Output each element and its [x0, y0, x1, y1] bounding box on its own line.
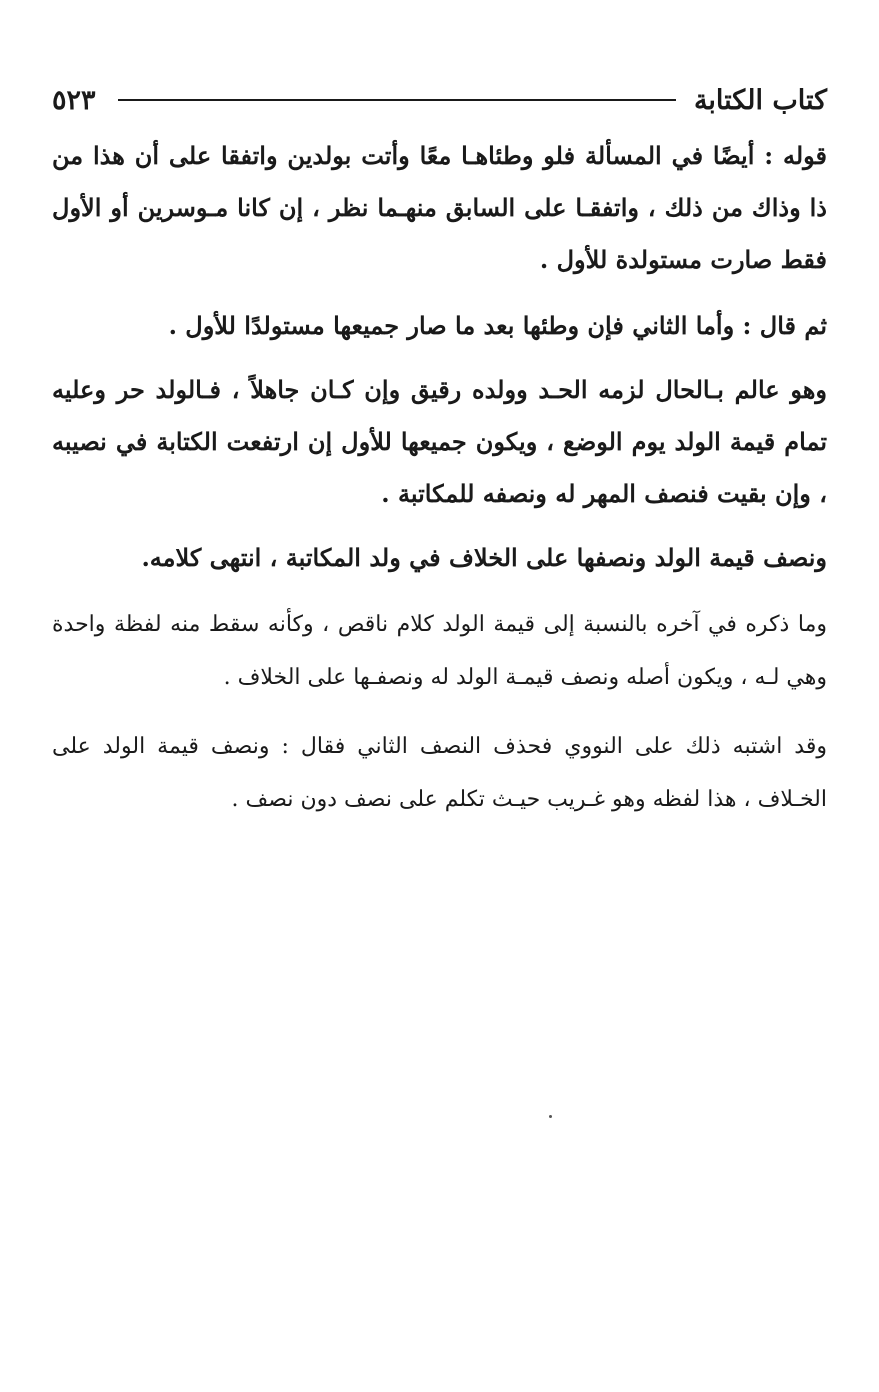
chapter-title: كتاب الكتابة	[693, 84, 827, 116]
paragraph-quote-3: وهو عالم بـالحال لزمه الحـد وولده رقيق وإن كـان جاهلاً ، فـالولد حر وعليه تمام قيمة الولد يوم الوضع ، ويكون جميعها للأول إن ارتفعت الكتابة في نصيبه ، وإن بقيت فنصف المهر له ونصفه للمكاتبة .	[52, 375, 827, 508]
page-body	[52, 78, 827, 826]
paragraph-quote-2: ثم قال : وأما الثاني فإن وطئها بعد ما صار جميعها مستولدًا للأول .	[168, 311, 827, 340]
paragraph-commentary-1: وما ذكره في آخره بالنسبة إلى قيمة الولد كلام ناقص ، وكأنه سقط منه لفظة واحدة وهي لـه ، ويكون أصله ونصف قيمـة الولد له ونصفـها على الخلاف .	[52, 612, 827, 690]
page-number: ٥٢٣	[52, 84, 96, 116]
scan-speck	[549, 1115, 552, 1118]
running-header	[52, 78, 827, 122]
paragraph-commentary-2: وقد اشتبه ذلك على النووي فحذف النصف الثاني فقال : ونصف قيمة الولد على الخـلاف ، هذا لفظه وهو غـريب حيـث تكلم على نصف دون نصف .	[52, 734, 827, 812]
header-rule	[118, 99, 676, 101]
paragraph-quote-1: قوله : أيضًا في المسألة فلو وطئاهـا معًا وأتت بولدين واتفقا على أن هذا من ذا وذاك من ذلك ، واتفقـا على السابق منهـما نظر ، إن كانا مـوسرين أو الأول فقط صارت مستولدة للأول .	[52, 141, 827, 274]
paragraph-quote-4: ونصف قيمة الولد ونصفها على الخلاف في ولد المكاتبة ، انتهى كلامه.	[141, 543, 827, 572]
